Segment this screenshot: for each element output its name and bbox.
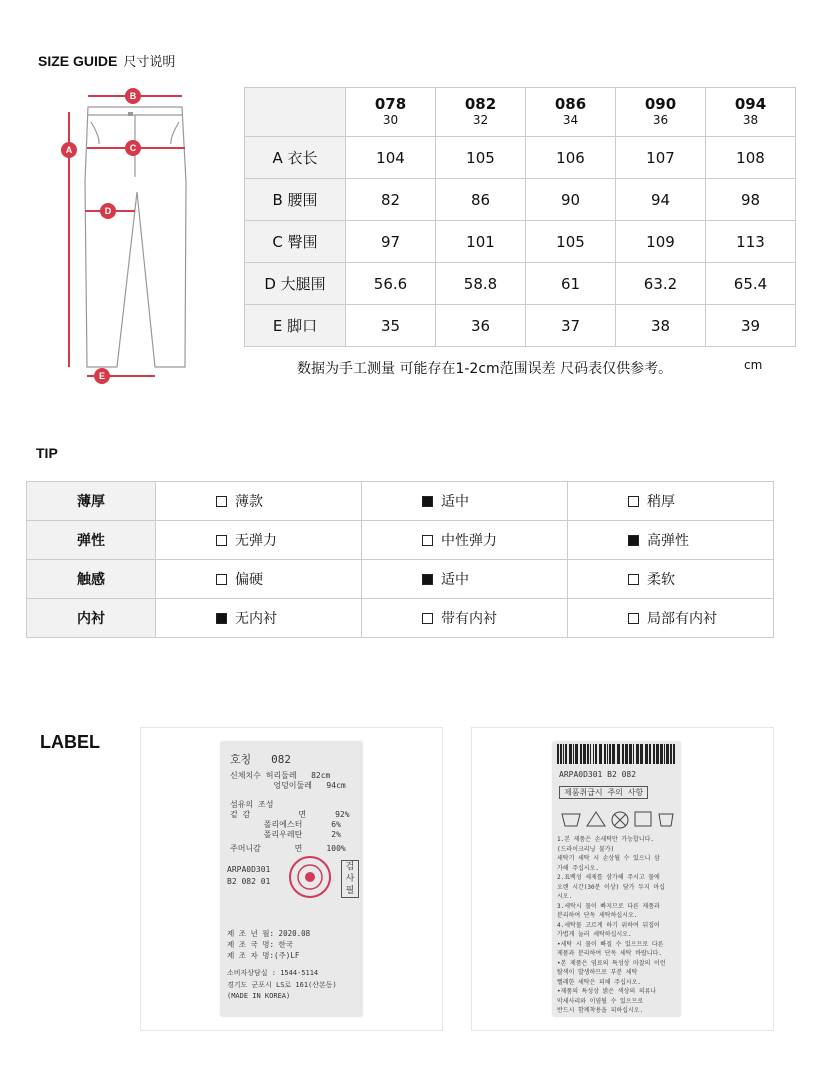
- table-cell: 105: [526, 221, 616, 263]
- tip-title: TIP: [36, 445, 58, 461]
- tip-option: 薄款: [156, 482, 362, 521]
- label-photo-2: [471, 727, 774, 1031]
- tag-text-line: 폴리우레탄 2%: [230, 830, 341, 839]
- tip-table: [26, 481, 774, 638]
- table-cell: 35: [346, 305, 436, 347]
- size-col-header: 082 32: [436, 88, 526, 137]
- measurement-note: 数据为手工测量 可能存在1-2cm范围误差 尺码表仅供参考。: [297, 361, 673, 377]
- tag-text-line: 겉 감 면 92%: [230, 810, 350, 819]
- table-cell: 104: [346, 137, 436, 179]
- tag-text-line: 소비자상담실 : 1544-5114: [227, 969, 319, 977]
- tip-row: [27, 560, 774, 599]
- tag-text-line: 분리하여 단독 세탁하십시오.: [557, 912, 638, 919]
- tag-text-line: 반드시 함께착용을 피하십시오.: [557, 1007, 644, 1014]
- tag-text-line: 신체치수 허리둘레 82cm: [230, 771, 331, 780]
- checkbox-icon: [216, 613, 227, 624]
- tip-option: 适中: [362, 560, 568, 599]
- checkbox-icon: [216, 535, 227, 546]
- marker-letter-e: E: [98, 371, 106, 381]
- tip-category: 内衬: [27, 599, 156, 638]
- inspection-stamp-icon: [287, 854, 333, 900]
- marker-letter-a: A: [65, 145, 73, 155]
- size-col-header: 094 38: [706, 88, 796, 137]
- table-cell: 90: [526, 179, 616, 221]
- table-cell: 39: [706, 305, 796, 347]
- table-cell: 113: [706, 221, 796, 263]
- size-guide-title: SIZE GUIDE 尺寸说明: [38, 53, 176, 70]
- checkbox-icon: [628, 574, 639, 585]
- tag-text-line: 뻘래한 세탁은 피해 주십시오.: [557, 978, 642, 986]
- tip-option: 高弹性: [568, 521, 774, 560]
- table-row: [245, 179, 796, 221]
- size-guide-subtitle: 尺寸说明: [123, 55, 176, 70]
- checkbox-icon: [422, 574, 433, 585]
- tag-text-line: 3.세탁시 물이 빠지므로 다른 제품과: [557, 902, 660, 910]
- checkbox-icon: [422, 535, 433, 546]
- care-tag-back: [553, 742, 680, 1016]
- size-table-corner: [245, 88, 346, 137]
- tip-option: 中性弹力: [362, 521, 568, 560]
- tag-text-line: 가볍게 눌러 세탁하십시오.: [557, 931, 632, 938]
- size-col-header: 090 36: [616, 88, 706, 137]
- tag-text-line: 섬유의 조성: [230, 800, 274, 809]
- tag-text-line: ARPA0D301 B2 082: [559, 770, 637, 779]
- tag-text-line: (MADE IN KOREA): [227, 992, 291, 1000]
- table-cell: 63.2: [616, 263, 706, 305]
- table-cell: 107: [616, 137, 706, 179]
- checkbox-icon: [216, 574, 227, 585]
- table-cell: 36: [436, 305, 526, 347]
- tag-text-line: B2 082 01: [227, 877, 271, 886]
- tag-text-line: 4.세탁물 고르게 하기 위하여 뒤집어: [557, 921, 660, 929]
- tag-text-line: ARPA0D301: [227, 865, 271, 874]
- tip-category: 触感: [27, 560, 156, 599]
- marker-letter-d: D: [104, 206, 112, 216]
- checkbox-icon: [422, 613, 433, 624]
- table-cell: 82: [346, 179, 436, 221]
- table-row: [245, 305, 796, 347]
- tag-text-line: 가해 주십시오.: [557, 864, 600, 872]
- table-cell: 94: [616, 179, 706, 221]
- checkbox-icon: [628, 613, 639, 624]
- tag-text-line: 제 조 년 월: 2020.08: [227, 929, 311, 938]
- unit-label: cm: [744, 358, 763, 372]
- tip-option: 无内衬: [156, 599, 362, 638]
- tip-option: 适中: [362, 482, 568, 521]
- marker-letter-b: B: [129, 91, 137, 101]
- tip-option: 局部有内衬: [568, 599, 774, 638]
- label-photo-1: [140, 727, 443, 1031]
- tip-option: 偏硬: [156, 560, 362, 599]
- tag-text-line: 주머니감 면 100%: [230, 844, 346, 853]
- row-label: B 腰围: [245, 179, 346, 221]
- table-cell: 56.6: [346, 263, 436, 305]
- button-icon: [128, 112, 133, 116]
- table-cell: 37: [526, 305, 616, 347]
- tag-text-line: 경기도 군포시 LS로 161(산본동): [227, 981, 337, 989]
- table-cell: 106: [526, 137, 616, 179]
- tag-text-line: 제품취급시 주의 사항: [559, 786, 648, 799]
- size-col-header: 078 30: [346, 88, 436, 137]
- marker-letter-c: C: [129, 143, 137, 153]
- checkbox-icon: [422, 496, 433, 507]
- tip-option: 柔软: [568, 560, 774, 599]
- tip-category: 弹性: [27, 521, 156, 560]
- tag-text-line: 1.본 제품은 손세탁만 가능합니다.: [557, 836, 655, 843]
- tag-text-line: 호칭 082: [230, 753, 291, 766]
- table-cell: 108: [706, 137, 796, 179]
- table-cell: 101: [436, 221, 526, 263]
- tag-text-line: 제 조 자 명:(주)LF: [227, 951, 300, 960]
- table-cell: 98: [706, 179, 796, 221]
- tag-text-line: 세탁기 세탁 시 손상될 수 있으니 삼: [557, 855, 660, 862]
- label-title: LABEL: [40, 732, 100, 752]
- tag-text-line: •본 제품은 염료의 특성상 마찰의 이런: [557, 959, 666, 967]
- tag-text-line: 오랜 시간(30분 이상) 담가 두지 마십: [557, 883, 665, 891]
- tip-option: 带有内衬: [362, 599, 568, 638]
- inspection-stamp-label: 검사필: [341, 860, 359, 898]
- table-row: [245, 263, 796, 305]
- table-row: [245, 221, 796, 263]
- tip-row: [27, 482, 774, 521]
- checkbox-icon: [628, 496, 639, 507]
- pants-measurement-diagram: [55, 82, 215, 387]
- table-cell: 105: [436, 137, 526, 179]
- tag-text-line: 탈색이 발생하므로 부분 세탁: [557, 969, 638, 976]
- row-label: D 大腿围: [245, 263, 346, 305]
- tag-text-line: 엉덩이둘레 94cm: [230, 781, 346, 790]
- tip-row: [27, 521, 774, 560]
- tag-text-line: 제품과 분리하여 단독 세탁 바랍니다.: [557, 950, 663, 957]
- table-cell: 86: [436, 179, 526, 221]
- checkbox-icon: [216, 496, 227, 507]
- tag-text-line: (드라이크리닝 불가): [557, 845, 615, 853]
- tag-text-line: •세탁 시 물이 빠질 수 있으므로 다른: [557, 940, 664, 948]
- row-label: E 脚口: [245, 305, 346, 347]
- size-table: [244, 87, 796, 347]
- table-cell: 65.4: [706, 263, 796, 305]
- tag-text-line: 폴리에스터 6%: [230, 820, 341, 829]
- tip-option: 无弹力: [156, 521, 362, 560]
- table-cell: 109: [616, 221, 706, 263]
- tip-option: 稍厚: [568, 482, 774, 521]
- checkbox-icon: [628, 535, 639, 546]
- size-table-header: [245, 88, 796, 137]
- tip-row: [27, 599, 774, 638]
- barcode-icon: [557, 744, 676, 766]
- tag-text-line: 제 조 국 명: 한국: [227, 940, 294, 949]
- row-label: A 衣长: [245, 137, 346, 179]
- size-col-header: 086 34: [526, 88, 616, 137]
- laundry-symbols-icon: [559, 808, 674, 830]
- table-cell: 58.8: [436, 263, 526, 305]
- table-cell: 97: [346, 221, 436, 263]
- row-label: C 臀围: [245, 221, 346, 263]
- table-cell: 61: [526, 263, 616, 305]
- tag-text-line: 시오.: [557, 893, 573, 900]
- tag-text-line: 2.표백성 세제를 삼가해 주시고 물에: [557, 874, 660, 881]
- tag-text-line: 악세사리와 이염될 수 있으므로: [557, 997, 644, 1005]
- table-row: [245, 137, 796, 179]
- table-cell: 38: [616, 305, 706, 347]
- tip-category: 薄厚: [27, 482, 156, 521]
- tag-text-line: •제품의 특성상 밝은 색상의 의류나: [557, 988, 657, 995]
- care-tag-front: [221, 742, 362, 1016]
